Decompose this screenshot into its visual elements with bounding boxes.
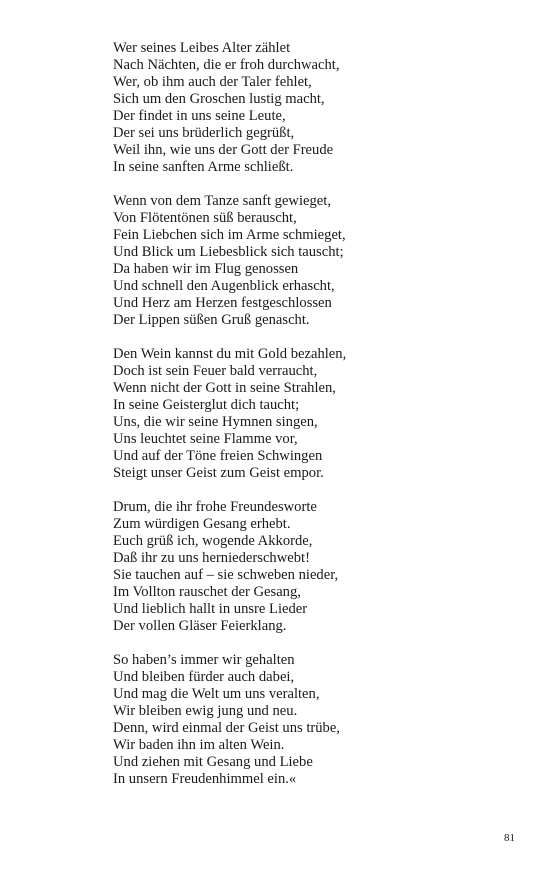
poem-line: Und schnell den Augenblick erhascht, — [113, 278, 335, 294]
poem-text — [113, 40, 513, 805]
poem-line: Uns, die wir seine Hymnen singen, — [113, 414, 318, 430]
poem-line: Weil ihn, wie uns der Gott der Freude — [113, 142, 334, 158]
poem-line: Und ziehen mit Gesang und Liebe — [113, 754, 313, 770]
poem-line: Zum würdigen Gesang erhebt. — [113, 516, 291, 532]
poem-line: Im Vollton rauschet der Gesang, — [113, 584, 301, 600]
poem-line: Drum, die ihr frohe Freundesworte — [113, 499, 317, 515]
poem-line: Sich um den Groschen lustig macht, — [113, 91, 325, 107]
stanza-5 — [113, 652, 513, 788]
poem-line: Wir baden ihn im alten Wein. — [113, 737, 285, 753]
poem-line: Da haben wir im Flug genossen — [113, 261, 299, 277]
poem-line: Fein Liebchen sich im Arme schmieget, — [113, 227, 346, 243]
poem-line: Sie tauchen auf – sie schweben nieder, — [113, 567, 339, 583]
poem-line: Und bleiben fürder auch dabei, — [113, 669, 295, 685]
poem-line: Doch ist sein Feuer bald verraucht, — [113, 363, 318, 379]
poem-line: Wir bleiben ewig jung und neu. — [113, 703, 298, 719]
poem-line: Der vollen Gläser Feierklang. — [113, 618, 287, 634]
poem-line: Und mag die Welt um uns veralten, — [113, 686, 320, 702]
stanza-2 — [113, 193, 513, 329]
poem-line: Wer seines Leibes Alter zählet — [113, 40, 291, 56]
poem-line: Euch grüß ich, wogende Akkorde, — [113, 533, 313, 549]
poem-line: Denn, wird einmal der Geist uns trübe, — [113, 720, 340, 736]
poem-line: Von Flötentönen süß berauscht, — [113, 210, 297, 226]
stanza-1 — [113, 40, 513, 176]
poem-line: Nach Nächten, die er froh durchwacht, — [113, 57, 340, 73]
poem-line: Uns leuchtet seine Flamme vor, — [113, 431, 298, 447]
poem-line: In seine Geisterglut dich taucht; — [113, 397, 300, 413]
poem-line: Der Lippen süßen Gruß genascht. — [113, 312, 310, 328]
poem-line: So haben’s immer wir gehalten — [113, 652, 295, 668]
poem-line: Und auf der Töne freien Schwingen — [113, 448, 323, 464]
page-number: 81 — [504, 832, 515, 844]
poem-line: Der findet in uns seine Leute, — [113, 108, 286, 124]
poem-line: Wenn von dem Tanze sanft gewieget, — [113, 193, 331, 209]
stanza-3 — [113, 346, 513, 482]
poem-line: Und lieblich hallt in unsre Lieder — [113, 601, 308, 617]
poem-line: Steigt unser Geist zum Geist empor. — [113, 465, 324, 481]
stanza-4 — [113, 499, 513, 635]
poem-line: In seine sanften Arme schließt. — [113, 159, 294, 175]
poem-line: Wenn nicht der Gott in seine Strahlen, — [113, 380, 336, 396]
poem-line: Und Herz am Herzen festgeschlossen — [113, 295, 332, 311]
poem-line: Daß ihr zu uns herniederschwebt! — [113, 550, 310, 566]
poem-line: Und Blick um Liebesblick sich tauscht; — [113, 244, 344, 260]
poem-line: Wer, ob ihm auch der Taler fehlet, — [113, 74, 312, 90]
poem-line: In unsern Freudenhimmel ein.« — [113, 771, 297, 787]
poem-line: Der sei uns brüderlich gegrüßt, — [113, 125, 295, 141]
poem-line: Den Wein kannst du mit Gold bezahlen, — [113, 346, 347, 362]
